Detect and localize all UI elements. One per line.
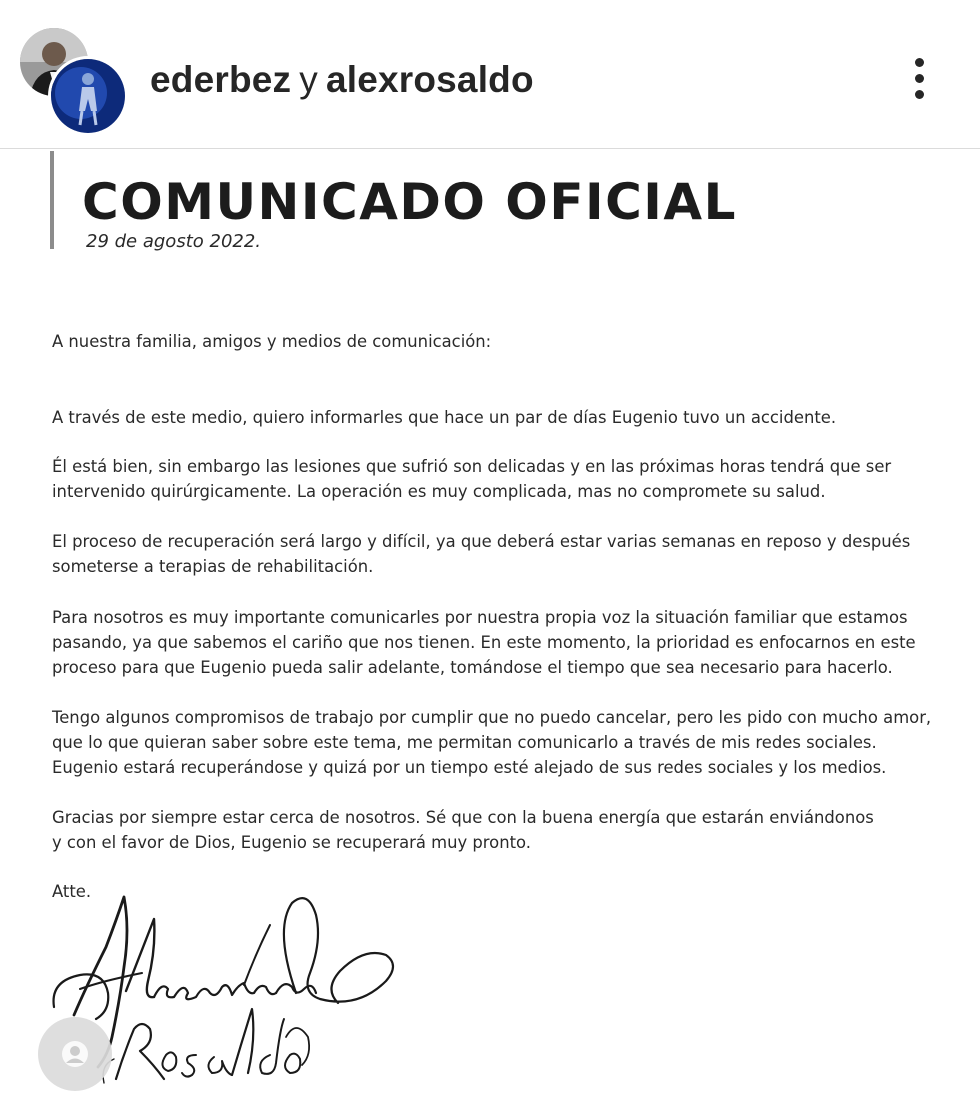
statement-paragraph: Tengo algunos compromisos de trabajo por cumplir que no puedo cancelar, pero les pido con mucho amor, que lo que quieran saber sobre este tema, me permitan comunicarlo a través de mis redes sociales. Eugenio estará recuperándose y quizá por un tiempo esté alejado de sus redes sociales y los medios. xyxy=(52,708,932,777)
more-vertical-icon-dot xyxy=(915,90,924,99)
statement-paragraph: A través de este medio, quiero informarles que hace un par de días Eugenio tuvo un accidente. xyxy=(52,408,837,427)
post-header xyxy=(0,0,980,149)
statement-paragraph: Para nosotros es muy importante comunicarles por nuestra propia voz la situación familiar que estamos pasando, ya que sabemos el cariño que nos tienen. En este momento, la prioridad es enfocarnos en este proceso para que Eugenio pueda salir adelante, tomándose el tiempo que sea necesario para hacerlo. xyxy=(52,608,916,677)
statement-title: COMUNICADO OFICIAL xyxy=(82,173,737,231)
collab-avatars[interactable] xyxy=(18,26,128,136)
statement-closing: Atte. xyxy=(52,882,92,901)
statement-date: 29 de agosto 2022. xyxy=(86,231,262,252)
post-authors xyxy=(150,56,534,104)
statement-paragraph: El proceso de recuperación será largo y difícil, ya que deberá estar varias semanas en reposo y después someterse a terapias de rehabilitación. xyxy=(52,532,911,576)
author-secondary-link[interactable]: alexrosaldo xyxy=(325,59,534,100)
title-rule xyxy=(50,151,54,249)
post-image-statement xyxy=(0,149,980,1103)
statement-paragraph: Gracias por siempre estar cerca de nosotros. Sé que con la buena energía que estarán enviándonos y con el favor de Dios, Eugenio se recuperará muy pronto. xyxy=(52,808,874,852)
avatar-alexrosaldo[interactable] xyxy=(48,56,128,136)
statement-greeting: A nuestra familia, amigos y medios de comunicación: xyxy=(52,332,492,351)
user-icon xyxy=(61,1040,89,1068)
more-vertical-icon xyxy=(915,58,924,67)
profile-button[interactable] xyxy=(38,1017,112,1091)
statement-paragraph: Él está bien, sin embargo las lesiones que sufrió son delicadas y en las próximas horas tendrá que ser intervenido quirúrgicamente. La operación es muy complicada, mas no compromete su salud. xyxy=(52,457,892,501)
more-options-button[interactable] xyxy=(898,54,942,104)
author-primary-link[interactable]: ederbez xyxy=(150,59,292,100)
more-vertical-icon-dot xyxy=(915,74,924,83)
author-conjunction: y xyxy=(299,59,318,100)
